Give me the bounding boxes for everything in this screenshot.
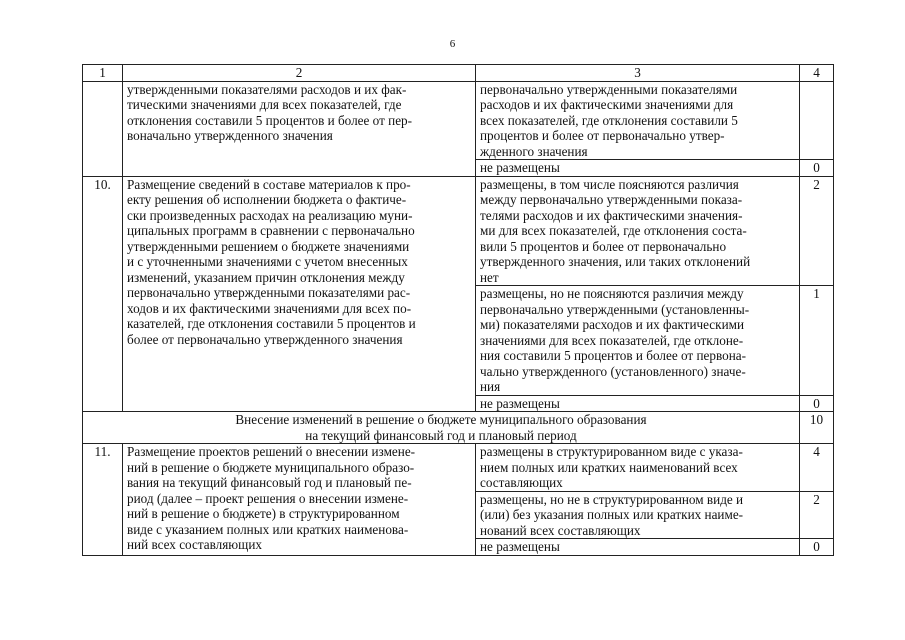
score-cell: 4 xyxy=(800,444,834,492)
table-row xyxy=(83,176,834,286)
header-col-2: 2 xyxy=(123,65,476,82)
option-cell: размещены в структурированном виде с указа- нием полных или кратких наименований всех составляющих xyxy=(476,444,800,492)
criterion-cell: Размещение проектов решений о внесении измене- ний в решение о бюджете муниципального образо- вания на текущий финансовый год и плановый пе- риод (далее – проект решения о внесении измене- ний в решение о бюджете) в структурированном виде с указанием полных или кратких наименова- ний всех составляющих xyxy=(123,444,476,556)
criteria-table xyxy=(82,64,834,556)
score-cell: 0 xyxy=(800,539,834,556)
score-cell: 2 xyxy=(800,176,834,286)
header-col-4: 4 xyxy=(800,65,834,82)
page-number: 6 xyxy=(449,38,456,50)
table-row xyxy=(83,81,834,160)
option-cell: размещены, но не поясняются различия между первоначально утвержденными (установленны- ми) показателями расходов и их фактическими значениями для всех показателей, где отклоне- ния составили 5 процентов и более от первона- чально утвержденного (установленного) значе- ния xyxy=(476,286,800,396)
header-col-1: 1 xyxy=(83,65,123,82)
header-col-3: 3 xyxy=(476,65,800,82)
score-cell: 0 xyxy=(800,395,834,412)
row-number-cell: 11. xyxy=(83,444,123,556)
score-cell: 2 xyxy=(800,491,834,539)
table-row xyxy=(83,444,834,492)
option-cell: первоначально утвержденными показателями расходов и их фактическими значениями для всех показателей, где отклонения составили 5 процентов и более от первоначально утвер- жденного значения xyxy=(476,81,800,160)
score-cell: 1 xyxy=(800,286,834,396)
criterion-cell: Размещение сведений в составе материалов к про- екту решения об исполнении бюджета о фактиче- ски произведенных расходах на реализацию муни- ципальных программ в сравнении с первоначально утвержденными решением о бюджете значениями и с уточненными значениями с учетом внесенных изменений, указанием причин отклонения между первоначально утвержденными показателями рас- ходов и их фактическими значениями для всех по- казателей, где отклонения составили 5 процентов и более от первоначально утвержденного значения xyxy=(123,176,476,412)
option-cell: не размещены xyxy=(476,539,800,556)
row-number-cell: 10. xyxy=(83,176,123,412)
option-cell: размещены, но не в структурированном виде и (или) без указания полных или кратких наиме- нований всех составляющих xyxy=(476,491,800,539)
option-cell: не размещены xyxy=(476,160,800,177)
score-cell: 0 xyxy=(800,160,834,177)
section-title: Внесение изменений в решение о бюджете муниципального образования на текущий финансовый год и плановый период xyxy=(83,412,800,444)
score-cell xyxy=(800,81,834,160)
option-cell: размещены, в том числе поясняются различия между первоначально утвержденными показа- телями расходов и их фактическими значения- ми для всех показателей, где отклонения соста- вили 5 процентов и более от первоначально утвержденного значения, или таких отклонений нет xyxy=(476,176,800,286)
section-score: 10 xyxy=(800,412,834,444)
criterion-cell: утвержденными показателями расходов и их фак- тическими значениями для всех показателей, где отклонения составили 5 процентов и более от пер- воначально утвержденного значения xyxy=(123,81,476,176)
option-cell: не размещены xyxy=(476,395,800,412)
row-number-cell xyxy=(83,81,123,176)
section-row xyxy=(83,412,834,444)
table-header-row xyxy=(83,65,834,82)
